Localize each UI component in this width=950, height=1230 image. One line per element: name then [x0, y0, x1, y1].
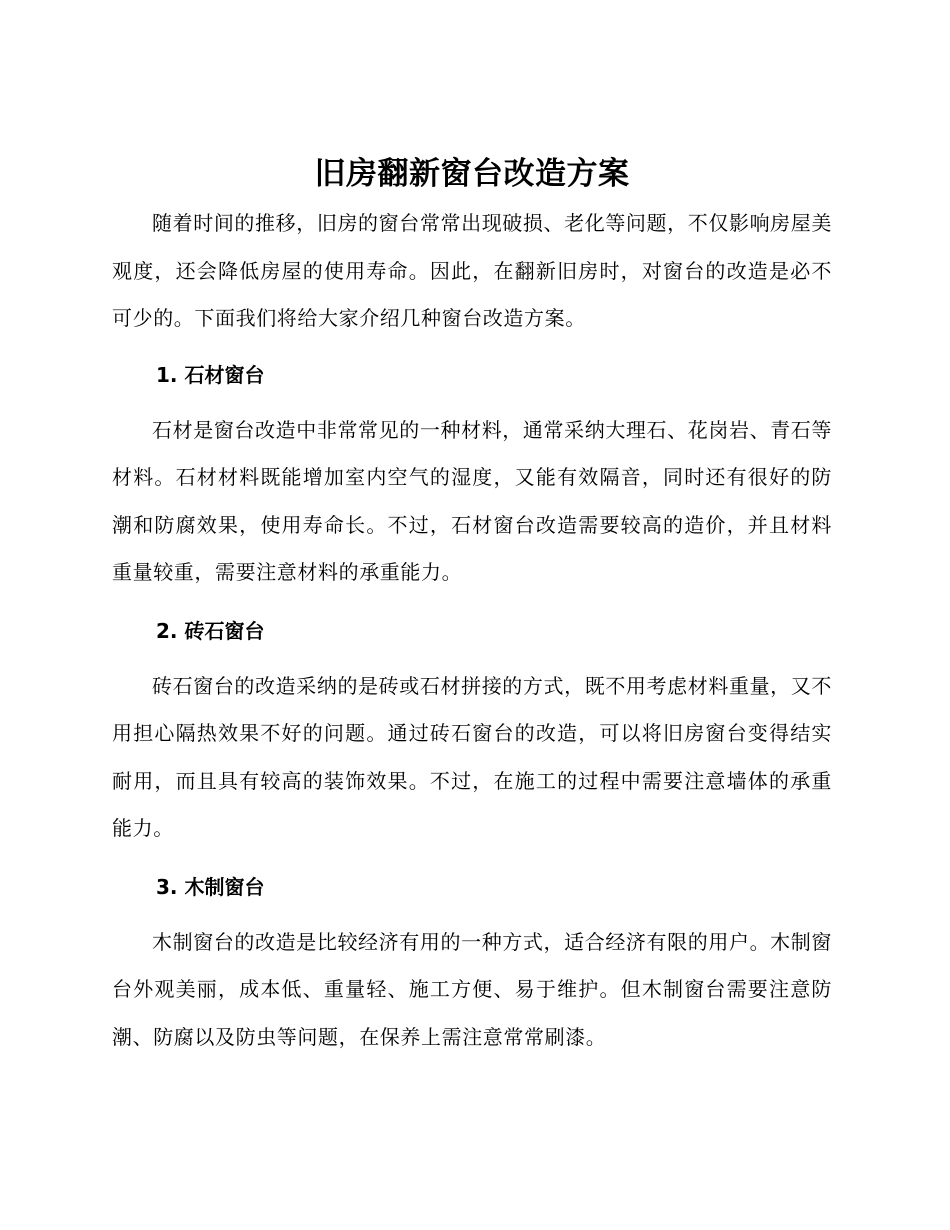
section-heading-brick: 2. 砖石窗台	[156, 618, 265, 643]
section-heading-stone: 1. 石材窗台	[156, 362, 265, 387]
section-body-stone: 石材是窗台改造中非常常见的一种材料，通常采纳大理石、花岗岩、青石等材料。石材材料既能增加室内空气的湿度，又能有效隔音，同时还有很好的防潮和防腐效果，使用寿命长。不过，石材窗台改造需要较高的造价，并且材料重量较重，需要注意材料的承重能力。	[112, 417, 832, 584]
section-heading-wood: 3. 木制窗台	[156, 874, 265, 899]
section-body-brick: 砖石窗台的改造采纳的是砖或石材拼接的方式，既不用考虑材料重量，又不用担心隔热效果不好的问题。通过砖石窗台的改造，可以将旧房窗台变得结实耐用，而且具有较高的装饰效果。不过，在施工的过程中需要注意墙体的承重能力。	[112, 673, 832, 840]
document-title: 旧房翻新窗台改造方案	[314, 156, 630, 192]
intro-paragraph: 随着时间的推移，旧房的窗台常常出现破损、老化等问题，不仅影响房屋美观度，还会降低房屋的使用寿命。因此，在翻新旧房时，对窗台的改造是必不可少的。下面我们将给大家介绍几种窗台改造方案。	[112, 211, 832, 330]
section-body-wood: 木制窗台的改造是比较经济有用的一种方式，适合经济有限的用户。木制窗台外观美丽，成本低、重量轻、施工方便、易于维护。但木制窗台需要注意防潮、防腐以及防虫等问题，在保养上需注意常常刷漆。	[112, 929, 832, 1049]
document-page	[112, 148, 832, 1061]
